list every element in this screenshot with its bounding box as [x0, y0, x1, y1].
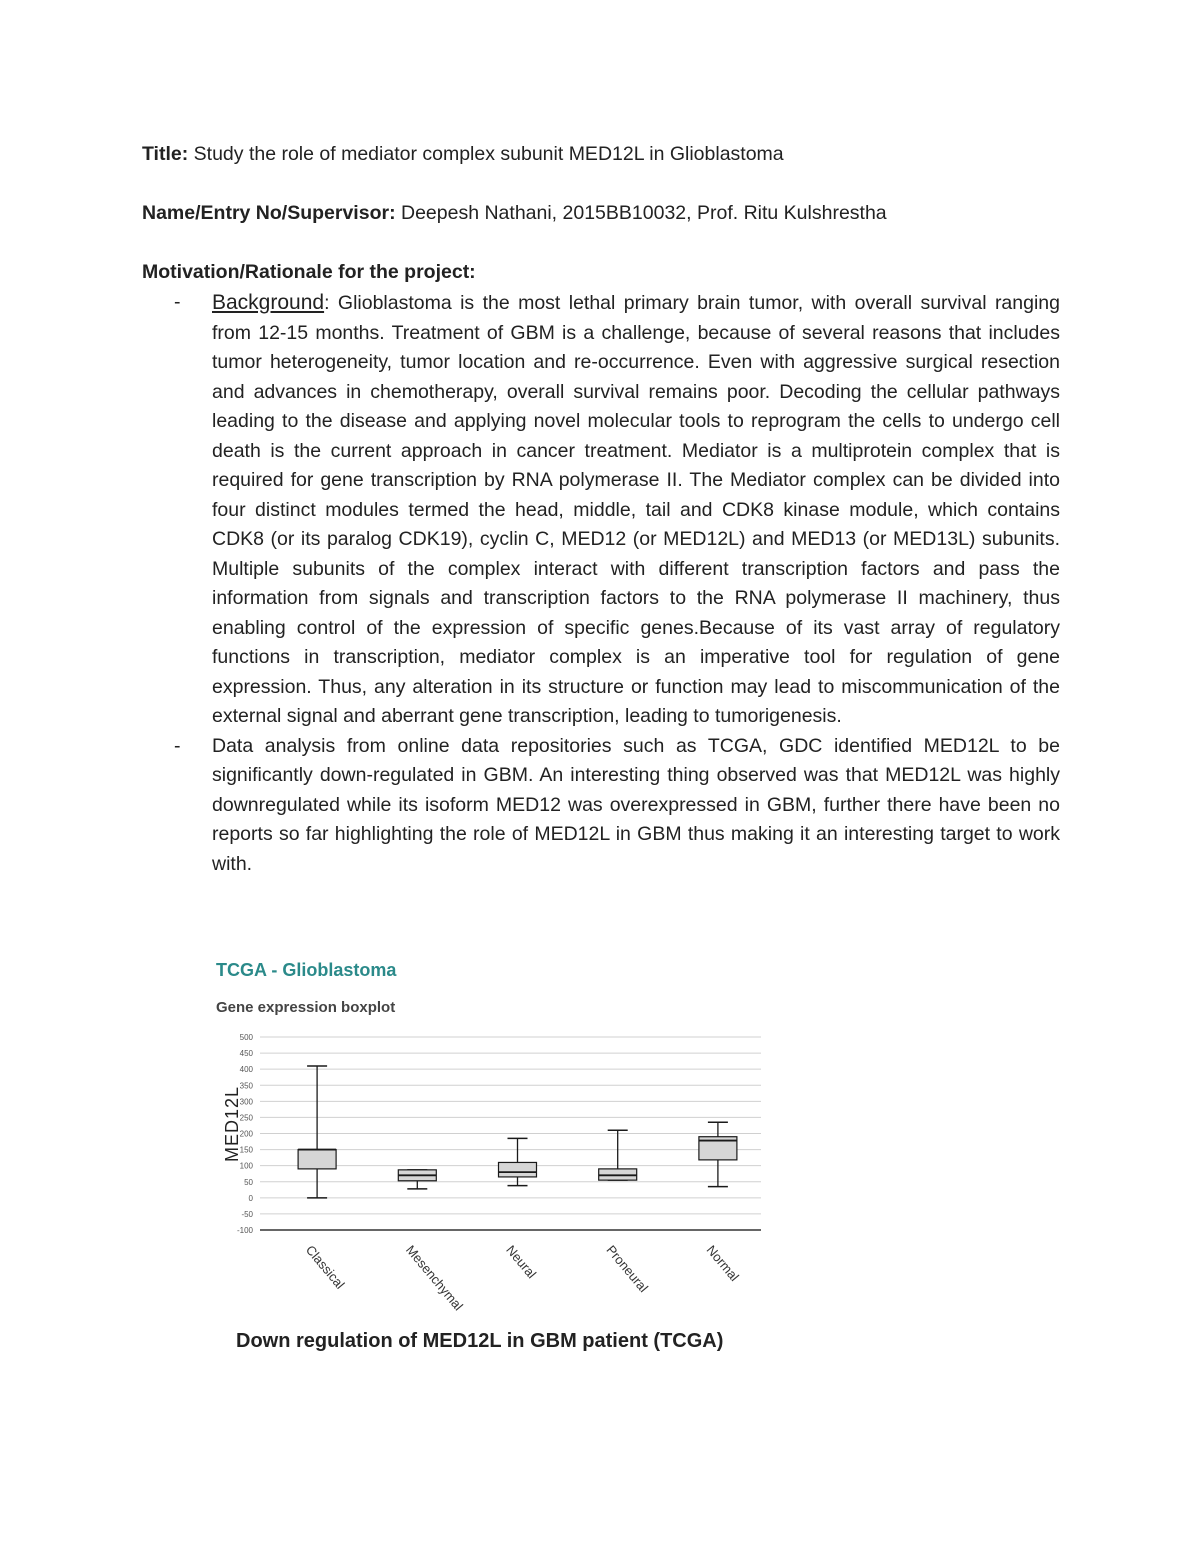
bullet-dash: - [174, 734, 181, 757]
motivation-heading: Motivation/Rationale for the project: [142, 261, 476, 283]
boxplot-figure [205, 952, 775, 1322]
box-iqr [499, 1162, 537, 1176]
figure-caption: Down regulation of MED12L in GBM patient (TCGA) [236, 1330, 724, 1352]
box-neural [499, 1138, 537, 1185]
y-tick-label: 250 [239, 1113, 253, 1123]
chart-subtitle: Gene expression boxplot [216, 999, 396, 1016]
background-text: : Glioblastoma is the most lethal primary brain tumor, with overall survival ranging from 12-15 months. Treatment of GBM is a challenge, because of several reasons that includes tumor heterogeneity, tumor location and re-occurrence. Even with aggressive surgical resection and advances in chemotherapy, overall survival remains poor. Decoding the cellular pathways leading to the disease and applying novel molecular tools to reprogram the cells to undergo cell death is the current approach in cancer treatment. Mediator is a multiprotein complex that is required for gene transcription by RNA polymerase II. The Mediator complex can be divided into four distinct modules termed the head, middle, tail and CDK8 kinase module, which contains CDK8 (or its paralog CDK19), cyclin C, MED12 (or MED12L) and MED13 (or MED13L) subunits. Multiple subunits of the complex interact with different transcription factors and pass the information from signals and transcription factors to the RNA polymerase II machinery, thus enabling control of the expression of specific genes.Because of its vast array of regulatory functions in transcription, mediator complex is an imperative tool for regulation of gene expression. Thus, any alteration in its structure or function may lead to miscommunication of the external signal and aberrant gene transcription, leading to tumorigenesis. [212, 292, 1060, 727]
title-value: Study the role of mediator complex subunit MED12L in Glioblastoma [193, 143, 784, 165]
name-line [142, 199, 887, 227]
x-tick-label: Proneural [603, 1242, 652, 1296]
box-iqr [298, 1150, 336, 1169]
y-tick-label: 400 [239, 1065, 253, 1075]
y-tick-label: 450 [239, 1049, 253, 1059]
box-normal [699, 1122, 737, 1186]
list-item-data-analysis [170, 732, 1060, 880]
y-tick-label: 300 [239, 1097, 253, 1107]
y-tick-label: 200 [239, 1129, 253, 1139]
y-tick-label: 150 [239, 1145, 253, 1155]
y-tick-label: 500 [239, 1033, 253, 1042]
grid-lines [260, 1037, 761, 1230]
y-tick-label: 350 [239, 1081, 253, 1091]
y-tick-label: 100 [239, 1161, 253, 1171]
box-mesenchymal [398, 1170, 436, 1189]
title-line [142, 140, 784, 168]
title-label: Title: [142, 143, 189, 165]
x-tick-label: Neural [503, 1242, 540, 1282]
boxplot-chart [205, 952, 775, 1322]
y-tick-label: -100 [236, 1226, 253, 1235]
data-analysis-text: Data analysis from online data repositories such as TCGA, GDC identified MED12L to be significantly down-regulated in GBM. An interesting thing observed was that MED12L was highly downregulated while its isoform MED12 was overexpressed in GBM, further there have been no reports so far highlighting the role of MED12L in GBM thus making it an interesting target to work with. [212, 734, 1060, 875]
motivation-list [170, 288, 1060, 879]
name-value: Deepesh Nathani, 2015BB10032, Prof. Ritu Kulshrestha [401, 202, 887, 224]
name-label: Name/Entry No/Supervisor: [142, 202, 396, 224]
x-tick-label: Mesenchymal [403, 1242, 467, 1314]
y-axis-label: MED12L [222, 1085, 242, 1163]
chart-title: TCGA - Glioblastoma [216, 960, 397, 980]
x-tick-label: Normal [703, 1242, 743, 1285]
y-tick-label: -50 [241, 1209, 253, 1219]
box-proneural [599, 1130, 637, 1180]
y-tick-label: 50 [244, 1177, 253, 1187]
bullet-dash: - [174, 291, 181, 313]
list-item-background [170, 288, 1060, 732]
x-tick-label: Classical [302, 1242, 348, 1292]
y-tick-label: 0 [248, 1193, 253, 1203]
x-tick-labels [303, 1242, 742, 1313]
background-label: Background [212, 291, 325, 314]
